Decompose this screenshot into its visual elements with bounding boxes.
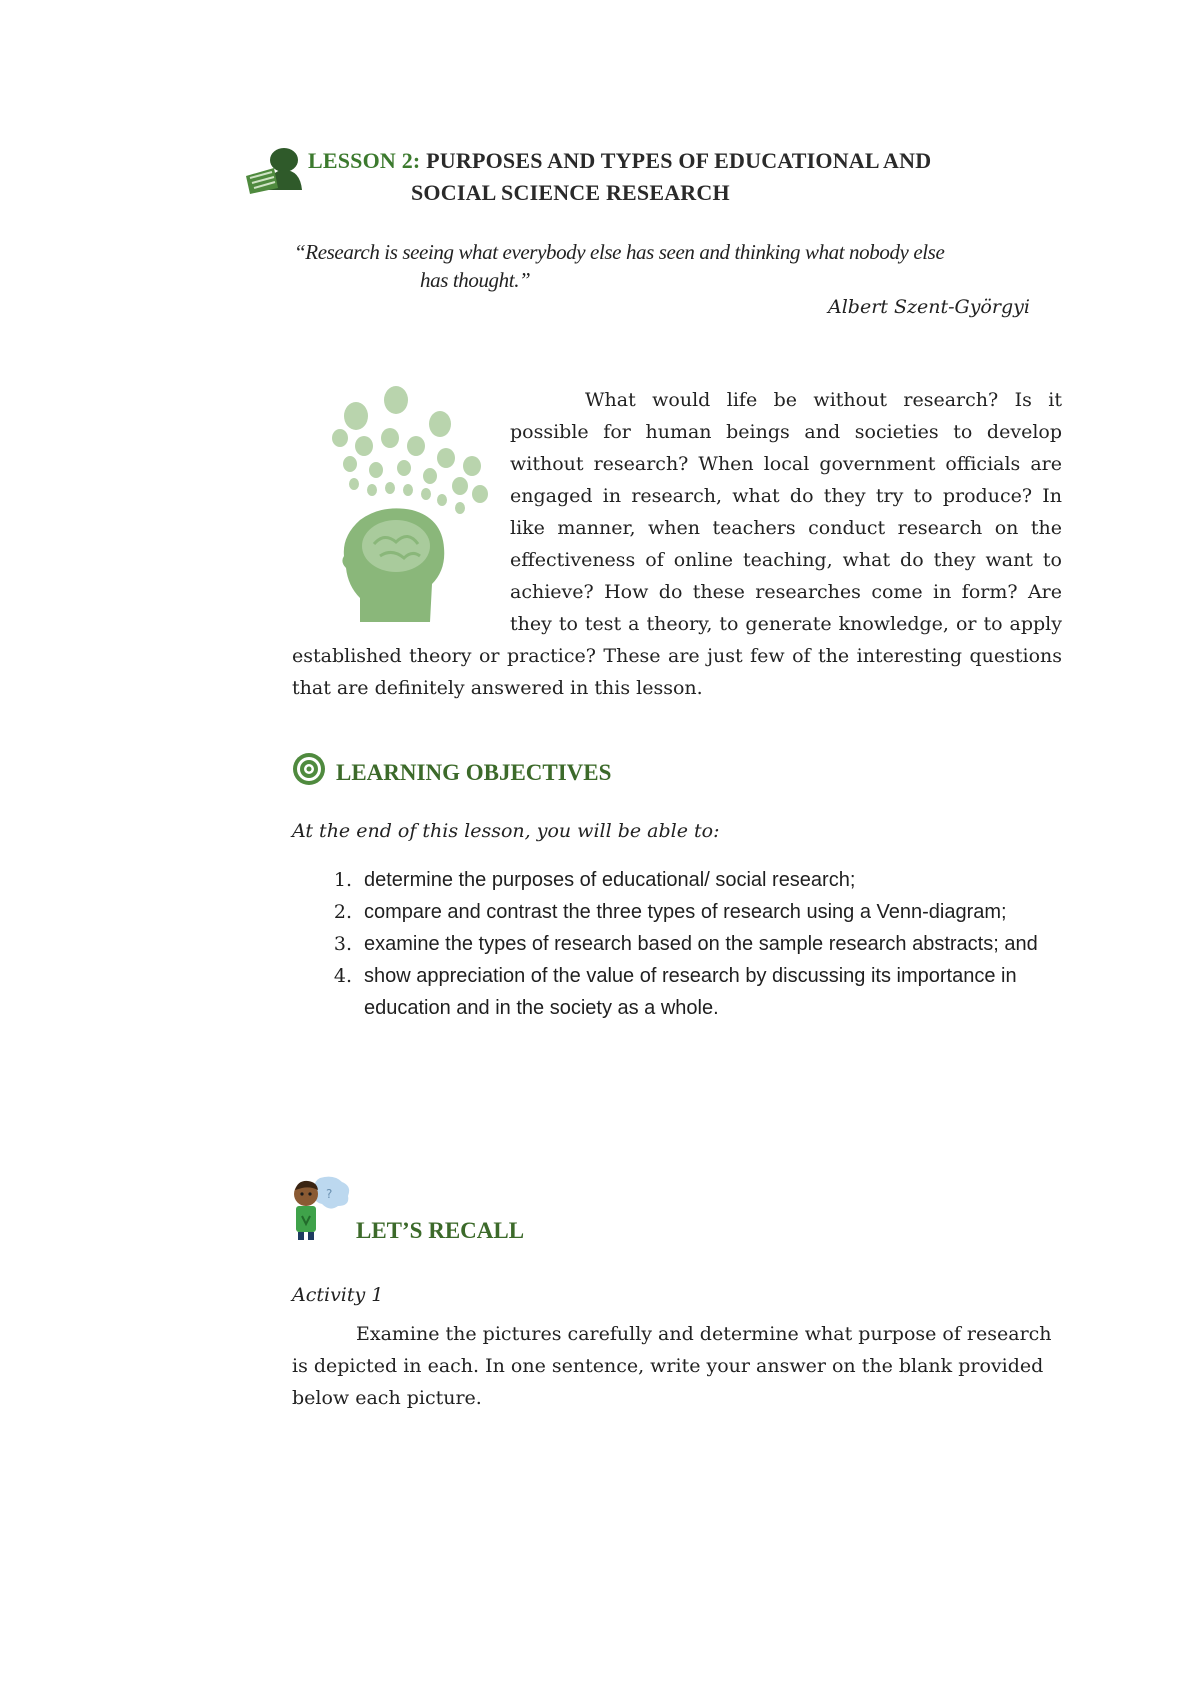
reader-book-icon bbox=[244, 146, 314, 194]
quote-line1: “Research is seeing what everybody else has seen and thinking what nobody else bbox=[294, 240, 945, 264]
image-wrap-spacer bbox=[292, 384, 510, 640]
title-text-line1: PURPOSES AND TYPES OF EDUCATIONAL AND bbox=[426, 148, 932, 173]
activity-instruction: Examine the pictures carefully and determine what purpose of research is depicted in each. In one sentence, write your answer on the blank provided below each picture. bbox=[292, 1323, 1052, 1409]
list-item-number: 2. bbox=[333, 901, 352, 923]
objectives-list bbox=[322, 864, 1072, 1024]
page-title-line1 bbox=[308, 148, 931, 174]
list-item-text: show appreciation of the value of research by discussing its importance in education and in the society as a whole. bbox=[364, 965, 1017, 1019]
activity-label: Activity 1 bbox=[292, 1284, 384, 1306]
target-icon bbox=[292, 752, 326, 786]
list-item bbox=[322, 960, 1072, 1024]
recall-heading: LET’S RECALL bbox=[356, 1218, 525, 1243]
list-item bbox=[322, 896, 1072, 928]
list-item bbox=[322, 864, 1072, 896]
list-item-number: 3. bbox=[333, 933, 352, 955]
title-icon bbox=[244, 146, 314, 194]
quote-line2: has thought.” bbox=[420, 268, 531, 292]
list-item bbox=[322, 928, 1072, 960]
objectives-heading: LEARNING OBJECTIVES bbox=[336, 760, 612, 785]
list-item-text: determine the purposes of educational/ social research; bbox=[364, 869, 856, 891]
list-item-text: examine the types of research based on the sample research abstracts; and bbox=[364, 933, 1038, 955]
list-item-text: compare and contrast the three types of research using a Venn-diagram; bbox=[364, 901, 1007, 923]
objectives-lead: At the end of this lesson, you will be able to: bbox=[292, 820, 720, 842]
lesson-label: LESSON 2: bbox=[308, 148, 421, 173]
intro-section bbox=[292, 384, 1062, 704]
list-item-number: 1. bbox=[333, 869, 352, 891]
thinking-boy-icon bbox=[290, 1176, 352, 1242]
intro-paragraph: What would life be without research? Is it possible for human beings and societies to develop without research? When local government officials are engaged in research, what do they try to produce? In like manner, when teachers conduct research on the effectiveness of online teaching, what do they want to achieve? How do these researches come in form? Are they to test a theory, to generate knowledge, or to apply established theory or practice? These are just few of the interesting questions that are definitely answered in this lesson. bbox=[292, 389, 1062, 699]
quote-author: Albert Szent-Györgyi bbox=[828, 296, 1030, 318]
list-item-number: 4. bbox=[333, 965, 352, 987]
page-title-line2: SOCIAL SCIENCE RESEARCH bbox=[411, 180, 730, 205]
svg-text:?: ? bbox=[326, 1187, 333, 1201]
